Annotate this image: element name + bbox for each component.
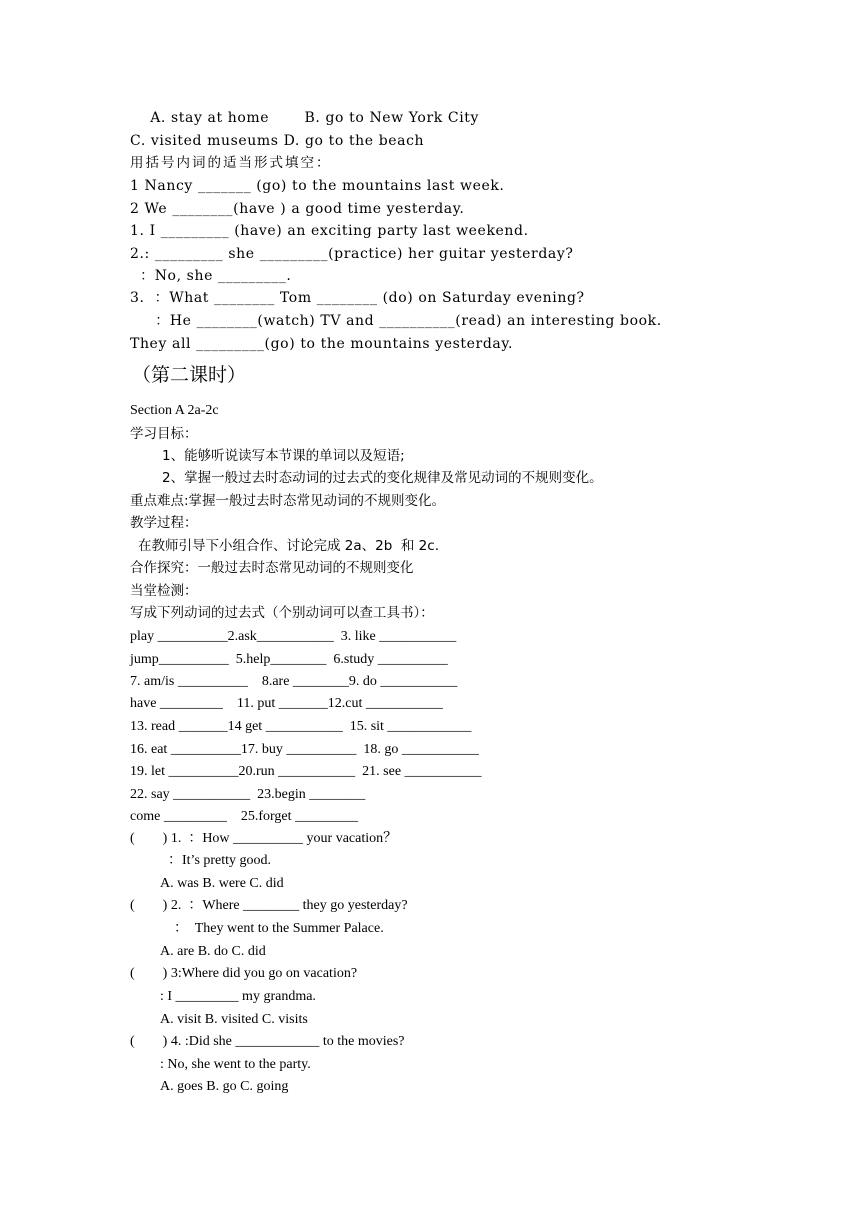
fill-in-item: ：He ________(watch) TV and __________(read) an interesting book. xyxy=(130,313,662,329)
goal-item: 1、能够听说读写本节课的单词以及短语; xyxy=(162,448,405,464)
fill-in-item: ：No, she _________. xyxy=(130,268,292,284)
mc-question-stem: ( ) 2. ：Where ________ they go yesterday? xyxy=(130,898,408,913)
verb-row: jump__________ 5.help________ 6.study __________ xyxy=(130,652,448,667)
verb-instruction: 写成下列动词的过去式（个别动词可以查工具书）： xyxy=(130,605,434,621)
process-label: 教学过程： xyxy=(130,515,198,531)
mc-question-answer: : I _________ my grandma. xyxy=(160,989,316,1004)
verb-row: have _________ 11. put _______12.cut ___________ xyxy=(130,696,443,711)
process-line: 在教师引导下小组合作、讨论完成 2a、2b 和 2c. xyxy=(138,538,439,554)
fill-in-item: 1 Nancy _______ (go) to the mountains last week. xyxy=(130,178,505,194)
verb-row: 7. am/is __________ 8.are ________9. do ___________ xyxy=(130,674,458,689)
options-line-1: A. stay at home B. go to New York City xyxy=(130,110,480,126)
mc-question-stem: ( ) 4. :Did she ____________ to the movies? xyxy=(130,1034,405,1049)
fill-in-item: 3. ：What ________ Tom ________ (do) on Saturday evening? xyxy=(130,290,585,306)
mc-question-options: A. goes B. go C. going xyxy=(160,1079,289,1094)
fill-in-item: 2.: _________ she _________(practice) her guitar yesterday? xyxy=(130,246,574,262)
mc-question-options: A. was B. were C. did xyxy=(160,876,284,891)
verb-row: play __________2.ask___________ 3. like ___________ xyxy=(130,629,457,644)
verb-row: 19. let __________20.run ___________ 21. see ___________ xyxy=(130,764,482,779)
mc-question-answer: ： They went to the Summer Palace. xyxy=(174,921,384,936)
fill-in-item: They all _________(go) to the mountains yesterday. xyxy=(130,336,514,352)
goal-item: 2、掌握一般过去时态动词的过去式的变化规律及常见动词的不规则变化。 xyxy=(162,470,603,486)
fill-in-instruction: 用括号内词的适当形式填空： xyxy=(130,155,332,171)
mc-question-answer: ：It’s pretty good. xyxy=(168,853,272,868)
mc-question-stem: ( ) 3:Where did you go on vacation? xyxy=(130,966,358,981)
section-title: Section A 2a-2c xyxy=(130,403,219,418)
check-label: 当堂检测： xyxy=(130,583,198,599)
mc-question-options: A. are B. do C. did xyxy=(160,944,266,959)
mc-question-answer: : No, she went to the party. xyxy=(160,1057,311,1072)
mc-question-stem: ( ) 1. ：How __________ your vacation？ xyxy=(130,831,398,846)
lesson-heading: （第二课时） xyxy=(132,364,247,386)
fill-in-item: 1. I _________ (have) an exciting party last weekend. xyxy=(130,223,529,239)
verb-row: 13. read _______14 get ___________ 15. sit ____________ xyxy=(130,719,472,734)
verb-row: come _________ 25.forget _________ xyxy=(130,809,358,824)
goals-label: 学习目标： xyxy=(130,426,198,442)
verb-row: 22. say ___________ 23.begin ________ xyxy=(130,787,366,802)
verb-row: 16. eat __________17. buy __________ 18. go ___________ xyxy=(130,742,479,757)
key-points: 重点难点:掌握一般过去时态常见动词的不规则变化。 xyxy=(130,493,446,509)
inquiry-line: 合作探究：一般过去时态常见动词的不规则变化 xyxy=(130,560,414,576)
mc-question-options: A. visit B. visited C. visits xyxy=(160,1012,308,1027)
options-line-2: C. visited museums D. go to the beach xyxy=(130,133,425,149)
fill-in-item: 2 We ________(have ) a good time yesterday. xyxy=(130,201,465,217)
